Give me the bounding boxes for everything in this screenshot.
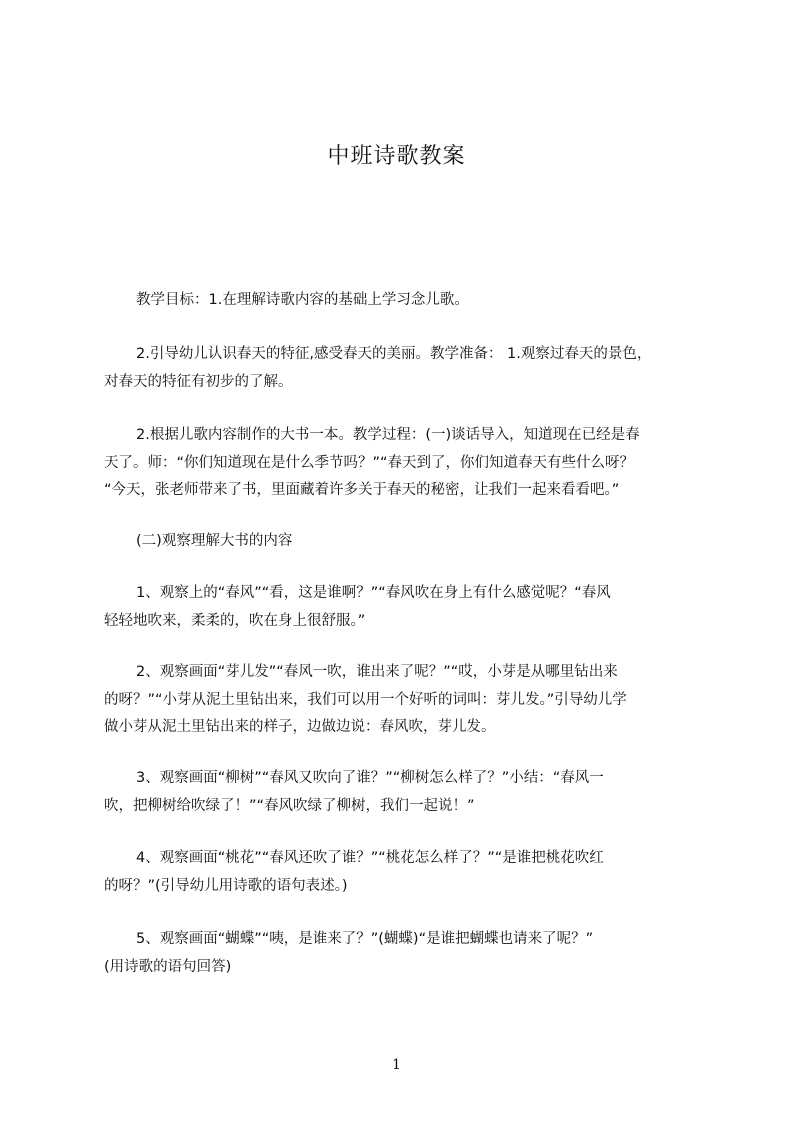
paragraph-line: 的呀？”(引导幼儿用诗歌的语句表述。) [104, 877, 348, 894]
paragraph-line: (用诗歌的语句回答) [104, 958, 232, 975]
paragraph-step-1 [104, 580, 702, 635]
paragraph-section-two [104, 528, 702, 556]
paragraph-line: 2、观察画面“芽儿发”“春风一吹，谁出来了呢？”“哎，小芽是从哪里钻出来 [136, 664, 618, 680]
paragraph-step-5 [104, 926, 702, 981]
paragraph-line: 3、观察画面“柳树”“春风又吹向了谁？”“柳树怎么样了？”小结：“春风一 [136, 770, 604, 786]
paragraph-line: 做小芽从泥土里钻出来的样子，边做边说：春风吹，芽儿发。 [104, 719, 496, 735]
paragraph-preparation [104, 422, 702, 505]
paragraph-step-3 [104, 765, 702, 820]
paragraph-line: 2.根据儿歌内容制作的大书一本。教学过程：(一)谈话导入，知道现在已经是春 [136, 427, 640, 443]
paragraph-line: “今天，张老师带来了书，里面藏着许多关于春天的秘密，让我们一起来看看吧。” [104, 482, 620, 498]
paragraph-line: 1、观察上的“春风”“看，这是谁啊？”“春风吹在身上有什么感觉呢？“春风 [136, 585, 611, 601]
paragraph-line: 2.引导幼儿认识春天的特征,感受春天的美丽。教学准备： 1.观察过春天的景色， [136, 346, 652, 362]
paragraph-line: (二)观察理解大书的内容 [136, 533, 293, 549]
paragraph-line: 天了。师：“你们知道现在是什么季节吗？”“春天到了，你们知道春天有些什么呀？ [104, 454, 635, 471]
paragraph-step-4 [104, 845, 702, 900]
paragraph-step-2 [104, 659, 702, 742]
paragraph-goal-2 [104, 341, 702, 396]
paragraph-line: 的呀？”“小芽从泥土里钻出来，我们可以用一个好听的词叫：芽儿发。”引导幼儿学 [104, 691, 627, 708]
paragraph-line: 轻轻地吹来，柔柔的，吹在身上很舒服。” [104, 612, 366, 629]
paragraph-teaching-goal [104, 287, 702, 315]
document-title: 中班诗歌教案 [327, 144, 466, 169]
paragraph-line: 吹，把柳树给吹绿了！”“春风吹绿了柳树，我们一起说！” [104, 797, 475, 814]
page-number: 1 [392, 1057, 401, 1073]
paragraph-line: 4、观察画面“桃花”“春风还吹了谁？”“桃花怎么样了？”“是谁把桃花吹红 [136, 850, 604, 866]
paragraph-line: 5、观察画面“蝴蝶”“咦，是谁来了？”(蝴蝶)“是谁把蝴蝶也请来了呢？” [136, 931, 594, 947]
paragraph-line: 对春天的特征有初步的了解。 [104, 373, 293, 390]
paragraph-line: 教学目标：1.在理解诗歌内容的基础上学习念儿歌。 [136, 292, 469, 308]
